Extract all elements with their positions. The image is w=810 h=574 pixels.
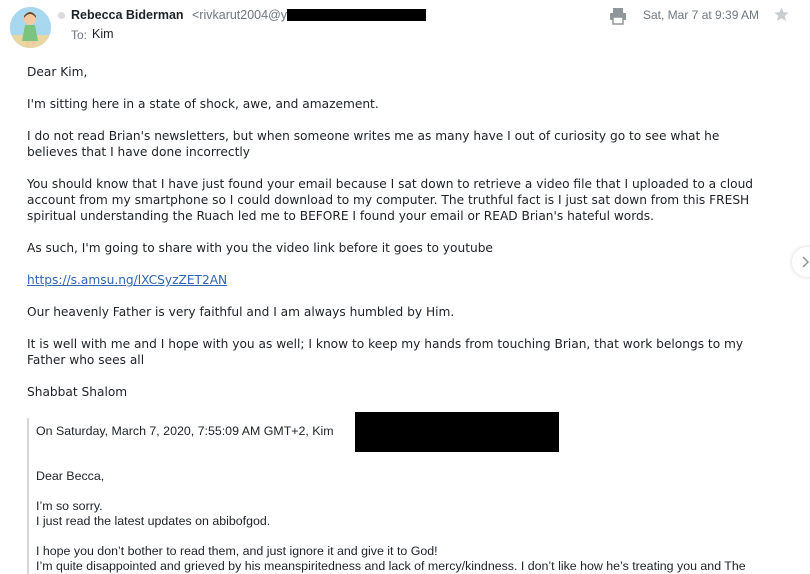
redaction-bar: [287, 9, 426, 21]
to-label: To:: [71, 28, 88, 42]
paragraph: Our heavenly Father is very faithful and I am always humbled by Him.: [27, 305, 455, 319]
paragraph: believes that I have done incorrectly: [27, 145, 250, 159]
paragraph: I do not read Brian's newsletters, but when someone writes me as many have I out of curiosity go to see what he: [27, 129, 720, 143]
quote-line: I hope you don’t bother to read them, and just ignore it and give it to God!: [36, 544, 438, 558]
greeting: Dear Kim,: [27, 65, 88, 79]
presence-dot: [58, 12, 65, 19]
paragraph: You should know that I have just found your email because I sat down to retrieve a video file that I uploaded to a cloud: [27, 177, 754, 191]
quote-header: On Saturday, March 7, 2020, 7:55:09 AM GMT+2, Kim: [36, 424, 334, 438]
paragraph: It is well with me and I hope with you as well; I know to keep my hands from touching Brian, that work belongs to my: [27, 337, 744, 351]
chevron-right-icon: [800, 255, 810, 269]
signoff: Shabbat Shalom: [27, 385, 128, 399]
message-date: Sat, Mar 7 at 9:39 AM: [643, 8, 760, 22]
print-icon[interactable]: [609, 7, 627, 25]
paragraph: I'm sitting here in a state of shock, awe, and amazement.: [27, 97, 379, 111]
quote-line: I’m so sorry.: [36, 499, 103, 513]
avatar-illustration-icon: [10, 7, 51, 48]
paragraph: As such, I'm going to share with you the video link before it goes to youtube: [27, 241, 493, 255]
quote-line: I’m quite disappointed and grieved by his meanspiritedness and lack of mercy/kindness. I don’t like how he’s treating you and The: [36, 559, 746, 573]
quote-line: I just read the latest updates on abibofgod.: [36, 514, 271, 528]
recipient-name[interactable]: Kim: [92, 27, 114, 41]
paragraph: spiritual understanding the Ruach led me to BEFORE I found your email or READ Brian's hateful words.: [27, 209, 655, 223]
next-message-button[interactable]: [792, 247, 810, 277]
quote-bar: [27, 418, 29, 574]
sender-email[interactable]: <rivkarut2004@y: [192, 8, 288, 22]
sender-name[interactable]: Rebecca Biderman: [71, 8, 184, 22]
redaction-block: [355, 412, 559, 452]
paragraph: account from my smartphone so I could download to my computer. The truthful fact is I just sat down from this FRESH: [27, 193, 750, 207]
message-header: [0, 0, 810, 58]
paragraph: Father who sees all: [27, 353, 145, 367]
quote-greeting: Dear Becca,: [36, 469, 105, 483]
sender-avatar[interactable]: [10, 7, 51, 48]
video-link[interactable]: https://s.amsu.ng/lXCSyzZET2AN: [27, 273, 228, 287]
star-icon[interactable]: [773, 6, 790, 23]
